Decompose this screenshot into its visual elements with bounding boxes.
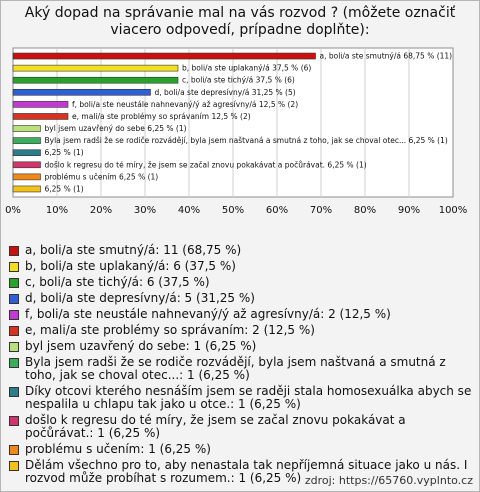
legend-swatch xyxy=(9,387,19,397)
bar-label: b, boli/a ste uplakaný/á 37,5 % (6) xyxy=(182,63,312,73)
x-tick-label: 10% xyxy=(45,205,69,216)
bar xyxy=(13,162,41,168)
legend-swatch xyxy=(9,342,19,352)
x-tick-label: 40% xyxy=(177,205,201,216)
bar-chart xyxy=(1,1,479,241)
legend-swatch xyxy=(9,310,19,320)
source-label: zdroj: https://65760.vyplnto.cz xyxy=(304,474,473,487)
bar-label: 6,25 % (1) xyxy=(44,148,84,158)
bar xyxy=(13,150,41,156)
bar-label: došlo k regresu do té míry, že jsem se začal znovu pokakávat a počůrávat. 6,25 % (1) xyxy=(44,160,367,170)
bar xyxy=(13,126,41,132)
legend-label: e, mali/a ste problémy so správaním: 2 (12,5 %) xyxy=(25,323,315,337)
legend-swatch xyxy=(9,461,19,471)
legend-swatch xyxy=(9,416,19,426)
legend-item xyxy=(9,414,475,440)
legend-label: b, boli/a ste uplakaný/á: 6 (37,5 %) xyxy=(25,259,236,273)
legend-item xyxy=(9,385,475,411)
legend-swatch xyxy=(9,445,19,455)
legend-swatch xyxy=(9,294,19,304)
bar xyxy=(13,89,151,95)
legend-label: f, boli/a ste neustále nahnevaný/ý až agresívny/á: 2 (12,5 %) xyxy=(25,307,391,321)
legend-swatch xyxy=(9,278,19,288)
x-tick-label: 0% xyxy=(5,205,21,216)
legend-item xyxy=(9,308,475,321)
x-tick-label: 90% xyxy=(397,205,421,216)
bar-label: e, mali/a ste problémy so správaním 12,5 % (2) xyxy=(72,111,251,121)
legend-item xyxy=(9,324,475,337)
legend-label: byl jsem uzavřený do sebe: 1 (6,25 %) xyxy=(25,339,257,353)
legend-swatch xyxy=(9,246,19,256)
x-tick-label: 60% xyxy=(265,205,289,216)
legend-item xyxy=(9,340,475,353)
bar xyxy=(13,174,41,180)
legend-item xyxy=(9,244,475,257)
x-tick-label: 20% xyxy=(89,205,113,216)
legend-swatch xyxy=(9,262,19,272)
bar xyxy=(13,138,41,144)
bar xyxy=(13,53,316,59)
legend-swatch xyxy=(9,358,19,368)
bar-label: f, boli/a ste neustále nahnevaný/ý až agresívny/á 12,5 % (2) xyxy=(72,99,299,109)
legend-label: Dělám všechno pro to, aby nenastala tak nepříjemná situace jako u nás. I rozvod může probíhat s rozumem.: 1 (6,25 %) xyxy=(25,458,468,485)
legend-swatch xyxy=(9,326,19,336)
legend-label: a, boli/a ste smutný/á: 11 (68,75 %) xyxy=(25,243,242,257)
bar-label: 6,25 % (1) xyxy=(44,184,84,194)
chart-legend xyxy=(9,244,475,488)
legend-item xyxy=(9,292,475,305)
x-tick-label: 50% xyxy=(221,205,245,216)
legend-item xyxy=(9,276,475,289)
x-tick-label: 30% xyxy=(133,205,157,216)
bar-label: d, boli/a ste depresívny/á 31,25 % (5) xyxy=(154,87,296,97)
legend-item xyxy=(9,356,475,382)
legend-label: problému s učením: 1 (6,25 %) xyxy=(25,442,211,456)
bar xyxy=(13,77,178,83)
bar xyxy=(13,113,68,119)
bar-label: a, boli/a ste smutný/á 68,75 % (11) xyxy=(319,51,453,61)
legend-label: došlo k regresu do té míry, že jsem se začal znovu pokakávat a počůrávat.: 1 (6,25 %) xyxy=(25,413,406,440)
legend-label: c, boli/a ste tichý/á: 6 (37,5 %) xyxy=(25,275,210,289)
chart-title: Aký dopad na správanie mal na vás rozvod ? (môžete označiť viacero odpovedí, prípadne doplňte): xyxy=(24,5,456,38)
x-tick-label: 80% xyxy=(353,205,377,216)
bar-label: byl jsem uzavřený do sebe 6,25 % (1) xyxy=(44,124,187,134)
bar-label: problému s učením 6,25 % (1) xyxy=(44,172,159,182)
bar xyxy=(13,65,178,71)
bar xyxy=(13,101,68,107)
x-tick-label: 100% xyxy=(438,205,468,216)
legend-label: Díky otcovi kterého nesnáším jsem se raději stala homosexuálka abych se nespalila u chlapu tak jako u otce.: 1 (6,25 %) xyxy=(25,384,472,411)
x-tick-label: 70% xyxy=(309,205,333,216)
legend-label: Byla jsem radši že se rodiče rozvádějí, byla jsem naštvaná a smutná z toho, jak se choval otec...: 1 (6,25 %) xyxy=(25,355,446,382)
bar-label: c, boli/a ste tichý/á 37,5 % (6) xyxy=(182,75,295,85)
legend-label: d, boli/a ste depresívny/á: 5 (31,25 %) xyxy=(25,291,255,305)
bar xyxy=(13,186,41,192)
legend-item xyxy=(9,443,475,456)
legend-item xyxy=(9,260,475,273)
bar-label: Byla jsem radši že se rodiče rozvádějí, byla jsem naštvaná a smutná z toho, jak se choval otec... 6,25 % (1) xyxy=(44,136,448,146)
